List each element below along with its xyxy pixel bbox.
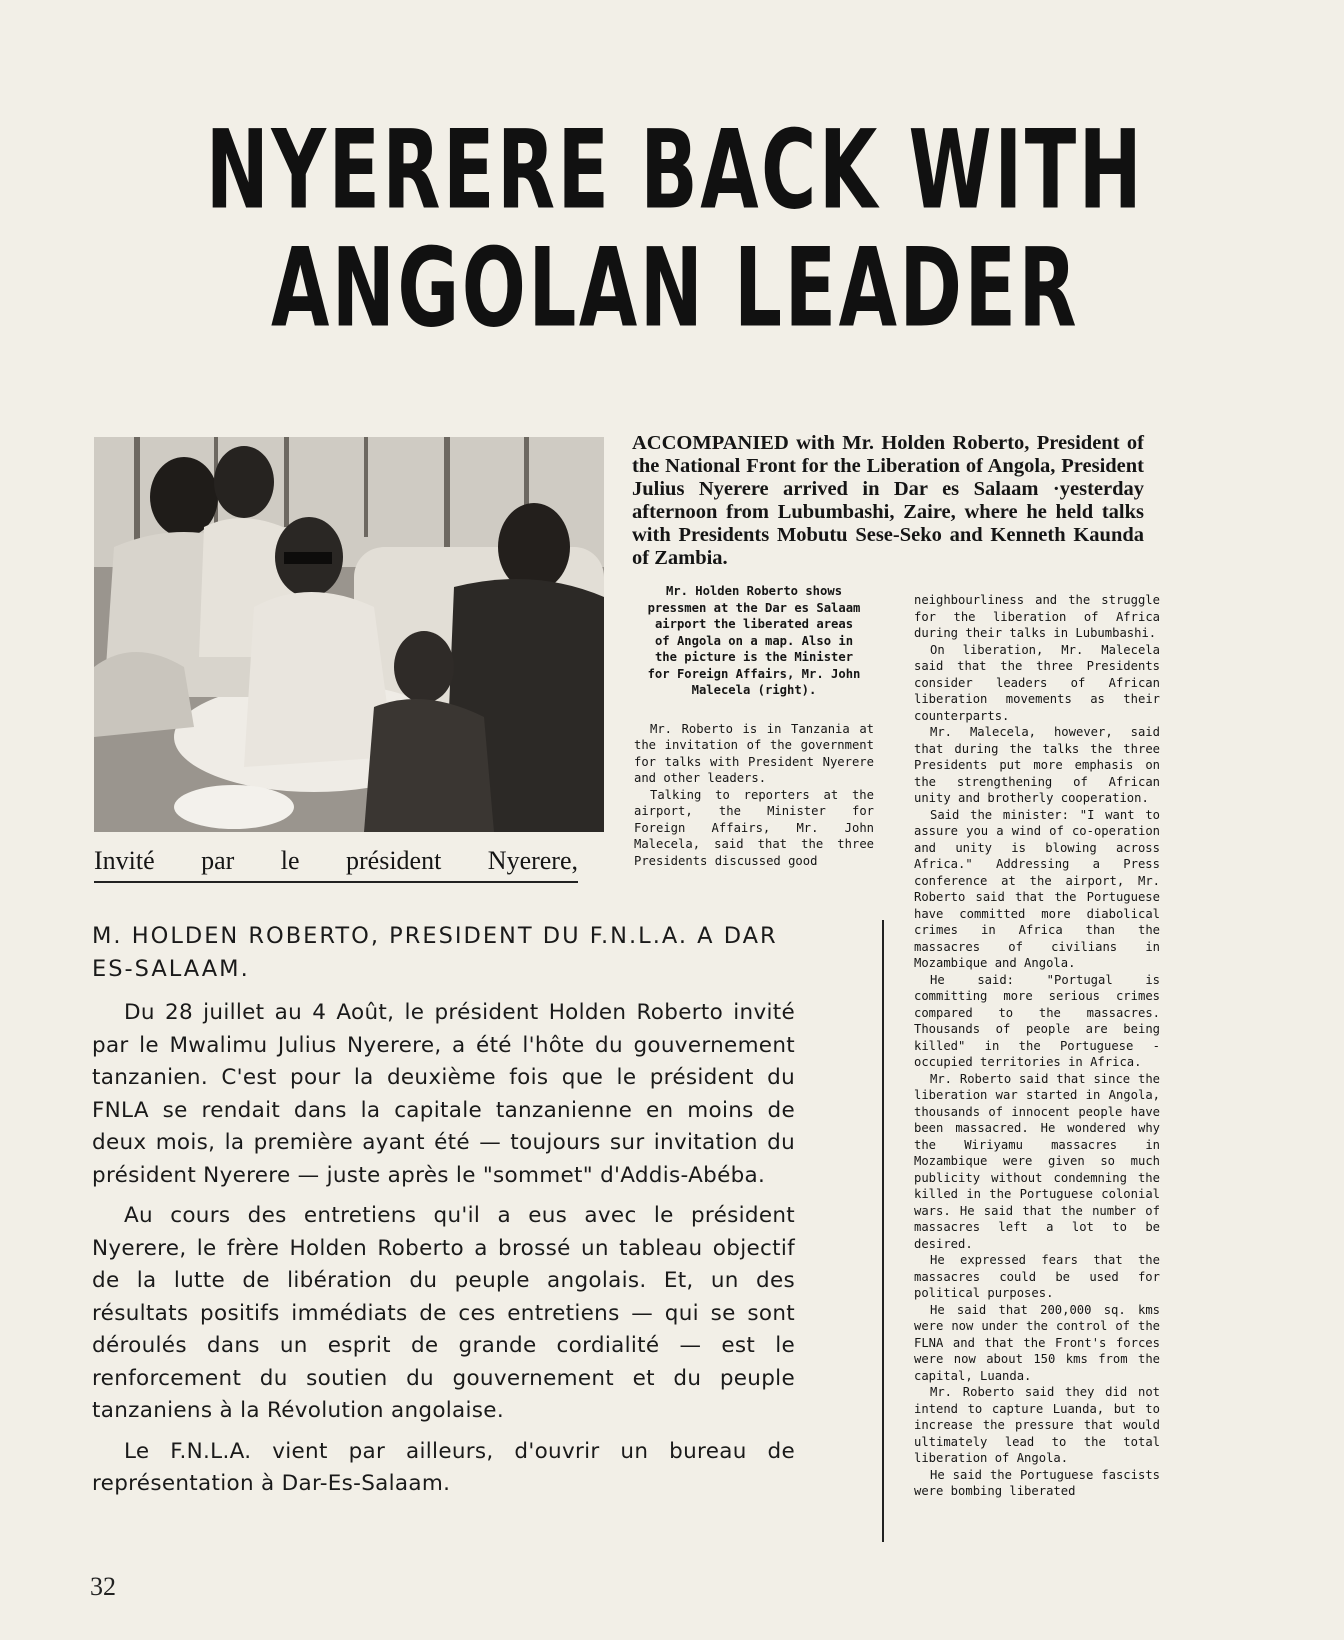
french-article	[92, 920, 795, 1509]
column-b-paragraph: Mr. Roberto said that since the liberation war started in Angola, thousands of innocent people have been massacred. He wondered why the Wiriyamu massacres in Mozambique were given so much publicity without condemning the killed in the Portuguese colonial wars. He said that the number of massacres left a lot to be desired.	[914, 1071, 1160, 1251]
column-divider	[882, 920, 884, 1542]
lede-paragraph: ACCOMPANIED with Mr. Holden Roberto, President of the National Front for the Liberation of Angola, President Julius Nyerere arrived in Dar es Salaam ·yesterday afternoon from Lubumbashi, Zaire, where he held talks with Presidents Mobutu Sese-Seko and Kenneth Kaunda of Zambia.	[632, 432, 1144, 569]
column-a-paragraph: Talking to reporters at the airport, the Minister for Foreign Affairs, Mr. John Malecela, said that the three Presidents discussed good	[634, 787, 874, 868]
column-b-paragraph: He said: "Portugal is committing more serious crimes compared to the massacres. Thousands of people are being killed" in the Portuguese - occupied territories in Africa.	[914, 972, 1160, 1069]
column-b-paragraph: He said that 200,000 sq. kms were now under the control of the FLNA and that the Front's forces were now about 150 kms from the capital, Luanda.	[914, 1302, 1160, 1383]
article-column-b	[914, 592, 1160, 1500]
column-b-paragraph: He said the Portuguese fascists were bombing liberated	[914, 1467, 1160, 1498]
headline-line-1: NYERERE BACK WITH	[205, 107, 1145, 234]
column-b-paragraph: He expressed fears that the massacres could be used for political purposes.	[914, 1253, 1160, 1300]
french-subheading: M. HOLDEN ROBERTO, PRESIDENT DU F.N.L.A. A DAR ES-SALAAM.	[92, 923, 778, 982]
press-photo-icon	[94, 437, 604, 832]
press-photo	[94, 437, 604, 832]
column-b-paragraph: Mr. Malecela, however, said that during the talks the three Presidents put more emphasis on the strengthening of African unity and brotherly cooperation.	[914, 725, 1160, 805]
photo-caption-english: Mr. Holden Roberto shows pressmen at the Dar es Salaam airport the liberated areas of Angola on a map. Also in the picture is the Minister for Foreign Affairs, Mr. John Malecela (right).	[647, 584, 861, 697]
page-number: 32	[90, 1572, 116, 1601]
french-paragraph: Au cours des entretiens qu'il a eus avec le président Nyerere, le frère Holden Roberto a brossé un tableau objectif de la lutte de libération du peuple angolais. Et, un des résultats positifs immédiats de ces entretiens — qui se sont déroulés dans un esprit de grande cordialité — est le renforcement du soutien du gouvernement et du peuple tanzaniens à la Révolution angolaise.	[92, 1203, 795, 1423]
column-a-paragraph: Mr. Roberto is in Tanzania at the invitation of the government for talks with President Nyerere and other leaders.	[634, 721, 874, 785]
headline-line-2: ANGOLAN LEADER	[270, 225, 1080, 352]
column-b-paragraph: neighbourliness and the struggle for the liberation of Africa during their talks in Lubumbashi.	[914, 593, 1160, 640]
column-b-paragraph: Mr. Roberto said they did not intend to capture Luanda, but to increase the pressure that would ultimately lead to the total liberation of Angola.	[914, 1385, 1160, 1465]
column-b-paragraph: On liberation, Mr. Malecela said that the three Presidents consider leaders of African liberation movements as their counterparts.	[914, 642, 1160, 723]
french-paragraph: Le F.N.L.A. vient par ailleurs, d'ouvrir un bureau de représentation à Dar-Es-Salaam.	[92, 1438, 795, 1496]
headline	[195, 107, 1154, 352]
column-b-paragraph: Said the minister: "I want to assure you a wind of co-operation and unity is blowing across Africa." Addressing a Press conference at the airport, Mr. Roberto said that the Portuguese have committed more diabolical crimes in Africa than the massacres of civilians in Mozambique and Angola.	[914, 807, 1160, 970]
article-column-a	[634, 583, 874, 869]
french-paragraph: Du 28 juillet au 4 Août, le président Holden Roberto invité par le Mwalimu Julius Nyerere, a été l'hôte du gouvernement tanzanien. C'est pour la deuxième fois que le président du FNLA se rendait dans la capitale tanzanienne en moins de deux mois, la première ayant été — toujours sur invitation du président Nyerere — juste après le "sommet" d'Addis-Abéba.	[92, 1000, 795, 1188]
photo-caption-french: Invité par le président Nyerere,	[94, 846, 578, 883]
